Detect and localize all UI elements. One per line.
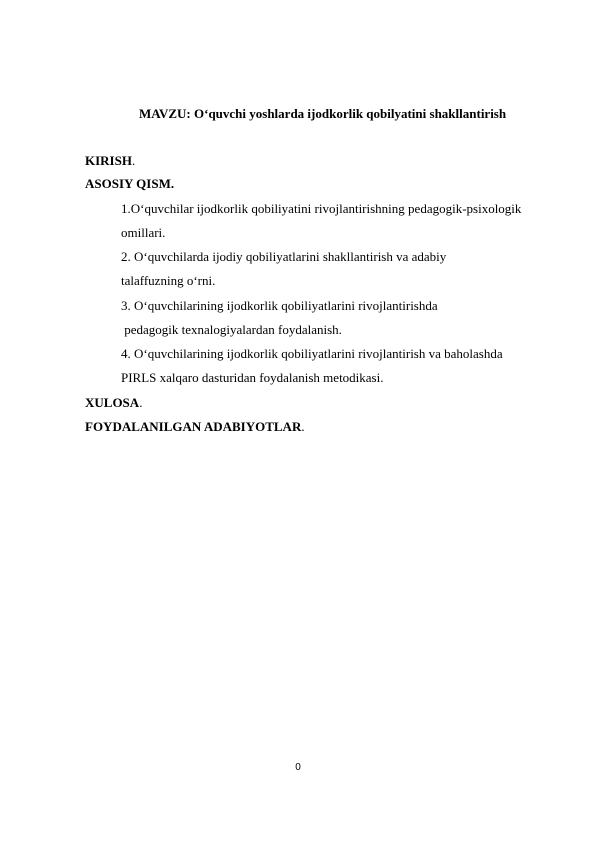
document-title: MAVZU: O‘quvchi yoshlarda ijodkorlik qobilyatini shakllantirish [139, 106, 507, 121]
section-main-part [85, 176, 174, 192]
section-conclusion-label: XULOSA [85, 395, 140, 410]
section-conclusion [85, 395, 142, 411]
toc-item-3-line-2: pedagogik texnalogiyalardan foydalanish. [121, 322, 342, 337]
toc-item-4-line-2: PIRLS xalqaro dasturidan foydalanish metodikasi. [121, 370, 384, 385]
section-references [85, 419, 305, 435]
toc-item-3-line-1: 3. O‘quvchilarining ijodkorlik qobiliyatlarini rivojlantirishda [121, 298, 438, 313]
section-references-label: FOYDALANILGAN ADABIYOTLAR [85, 419, 302, 434]
section-main-part-label: ASOSIY QISM. [85, 176, 175, 191]
toc-item-4-line-1: 4. O‘quvchilarining ijodkorlik qobiliyatlarini rivojlantirish va baholashda [121, 346, 503, 361]
toc-item-2-line-1: 2. O‘quvchilarda ijodiy qobiliyatlarini shakllantirish va adabiy [121, 249, 447, 264]
section-intro-punct: . [131, 153, 136, 168]
toc-item-1-line-1: 1.O‘quvchilar ijodkorlik qobiliyatini rivojlantirishning pedagogik-psixologik [121, 201, 522, 216]
toc-item-2-line-2: talaffuzning o‘rni. [121, 273, 216, 288]
section-references-punct: . [301, 419, 305, 434]
section-intro [85, 153, 135, 169]
page-number: 0 [295, 762, 301, 773]
section-conclusion-punct: . [139, 395, 143, 410]
toc-item-1-line-2: omillari. [121, 225, 166, 240]
section-intro-label: KIRISH [85, 153, 132, 168]
